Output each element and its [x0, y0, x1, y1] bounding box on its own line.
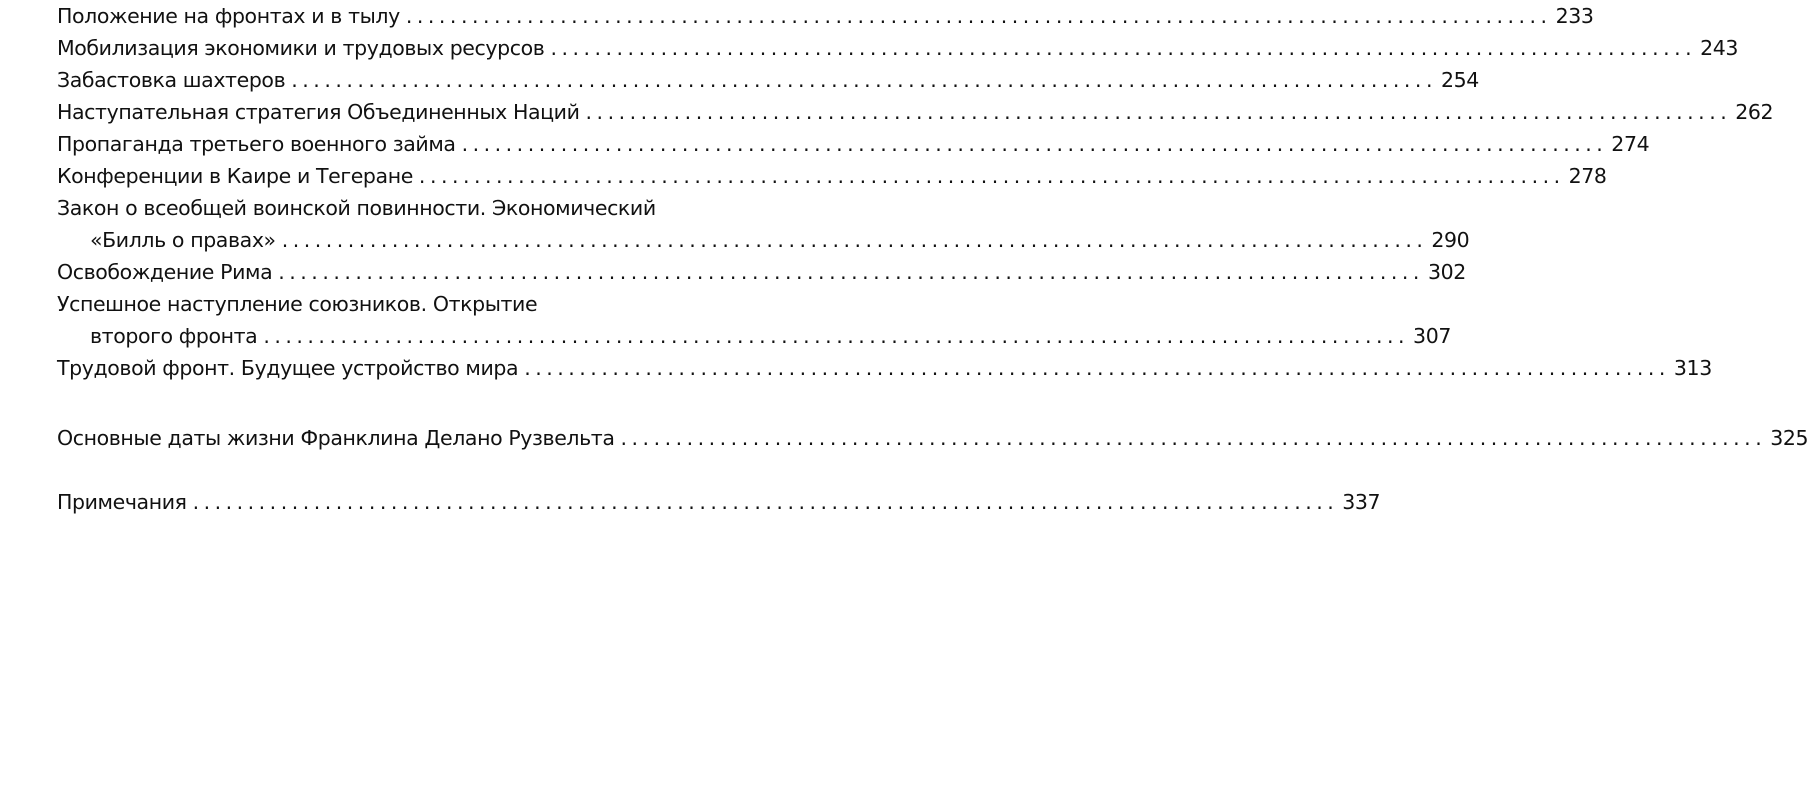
toc-entry-title: Трудовой фронт. Будущее устройство мира — [57, 356, 519, 380]
toc-entry-page: 243 — [1700, 36, 1739, 60]
toc-entry-page: 290 — [1431, 228, 1470, 252]
dot-leader: ........................................................................................................ — [278, 260, 1424, 284]
toc-entry-page: 337 — [1342, 490, 1381, 514]
dot-leader: ........................................................................................................ — [524, 356, 1670, 380]
toc-entry-title: Забастовка шахтеров — [57, 68, 286, 92]
toc-entry — [57, 486, 1381, 518]
table-of-contents — [57, 0, 1808, 518]
section-spacer — [57, 384, 800, 422]
toc-entry-page: 274 — [1611, 132, 1650, 156]
toc-entry-title: второго фронта — [90, 324, 258, 348]
toc-entry — [57, 0, 1594, 32]
toc-entry-title: Основные даты жизни Франклина Делано Рузвельта — [57, 426, 615, 450]
toc-entry — [57, 320, 1451, 352]
toc-entry — [57, 352, 1712, 384]
toc-entry-page: 254 — [1440, 68, 1479, 92]
toc-entry-page: 278 — [1568, 164, 1607, 188]
dot-leader: ........................................................................................................ — [281, 228, 1428, 252]
toc-entry-page: 307 — [1413, 324, 1451, 348]
dot-leader: ........................................................................................................ — [192, 490, 1339, 514]
toc-entry-first-line: Успешное наступление союзников. Открытие — [57, 292, 538, 316]
toc-entry-title: Наступательная стратегия Объединенных Наций — [57, 100, 580, 124]
dot-leader: ........................................................................................................ — [263, 324, 1410, 348]
toc-entry-title: Примечания — [57, 490, 187, 514]
toc-entry-title: Освобождение Рима — [57, 260, 273, 284]
toc-entry — [57, 422, 1808, 454]
toc-entry — [57, 160, 1607, 192]
dot-leader: ........................................................................................................ — [550, 36, 1697, 60]
toc-entry-page: 262 — [1735, 100, 1774, 124]
toc-entry — [57, 32, 1739, 64]
dot-leader: ........................................................................................................ — [418, 164, 1565, 188]
dot-leader: ........................................................................................................ — [461, 132, 1608, 156]
toc-entry-first-line: Закон о всеобщей воинской повинности. Экономический — [57, 196, 656, 220]
toc-entry — [57, 96, 1774, 128]
toc-entry-title: Положение на фронтах и в тылу — [57, 4, 400, 28]
toc-entry-page: 325 — [1770, 426, 1808, 450]
dot-leader: ........................................................................................................ — [620, 426, 1767, 450]
toc-entry — [57, 256, 1466, 288]
dot-leader: ........................................................................................................ — [585, 100, 1732, 124]
toc-entry-title: Конференции в Каире и Тегеране — [57, 164, 413, 188]
toc-entry-title: Мобилизация экономики и трудовых ресурсов — [57, 36, 545, 60]
toc-entry-page: 233 — [1555, 4, 1594, 28]
section-spacer — [57, 454, 800, 486]
toc-entry-page: 302 — [1427, 260, 1466, 284]
toc-entry-page: 313 — [1673, 356, 1712, 380]
dot-leader: ........................................................................................................ — [291, 68, 1437, 92]
toc-entry — [57, 224, 1470, 256]
toc-entry-title: «Билль о правах» — [90, 228, 276, 252]
toc-entry — [57, 64, 1479, 96]
dot-leader: ........................................................................................................ — [405, 4, 1552, 28]
toc-entry-title: Пропаганда третьего военного займа — [57, 132, 456, 156]
toc-entry — [57, 128, 1650, 160]
